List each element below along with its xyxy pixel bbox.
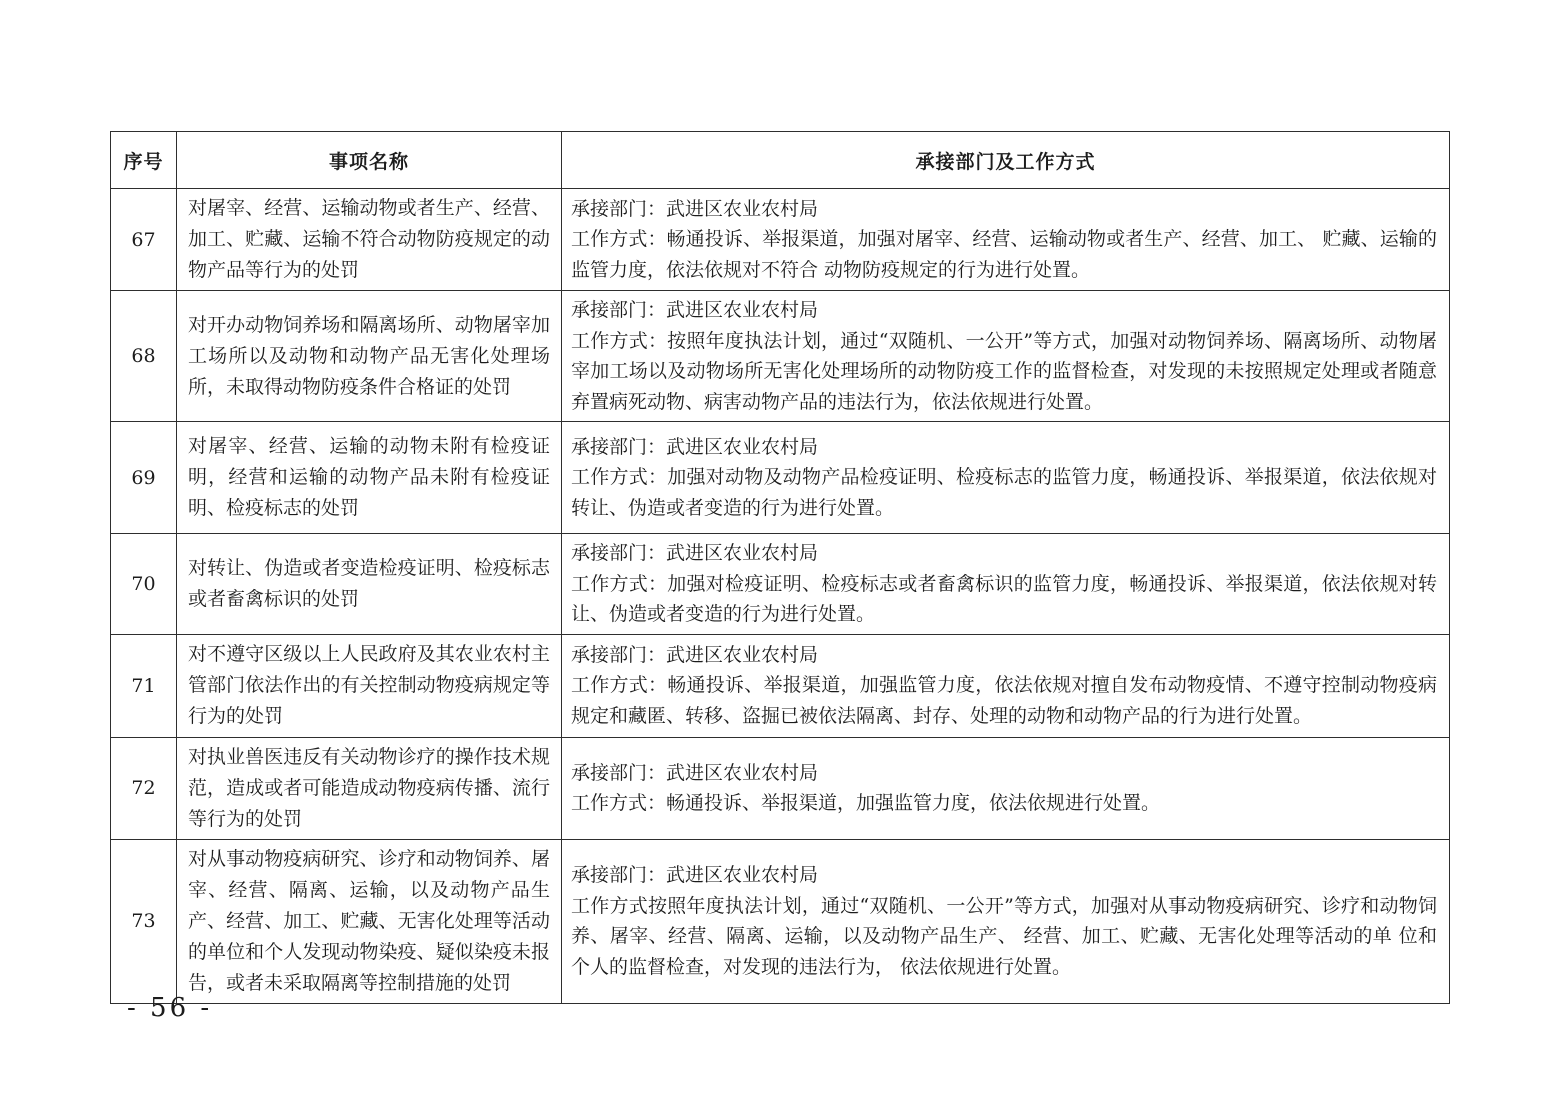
row-department-method [562,634,1450,737]
row-item-name: 对屠宰、经营、运输动物或者生产、经营、加工、贮藏、运输不符合动物防疫规定的动物产品等行为的处罚 [177,189,562,291]
method-line: 工作方式：按照年度执法计划，通过“双随机、一公开”等方式，加强对动物饲养场、隔离场所、动物屠宰加工场以及动物场所无害化处理场所的动物防疫工作的监督检查，对发现的未按照规定处理或者随意弃置病死动物、病害动物产品的违法行为，依法依规进行处置。 [571,329,1437,413]
row-serial: 67 [111,189,177,291]
row-item-name: 对开办动物饲养场和隔离场所、动物屠宰加工场所以及动物和动物产品无害化处理场所，未取得动物防疫条件合格证的处罚 [177,291,562,422]
department-line: 承接部门：武进区农业农村局 [571,435,819,458]
department-line: 承接部门：武进区农业农村局 [571,643,819,666]
page-number: - 56 - [127,993,213,1023]
method-line: 工作方式按照年度执法计划，通过“双随机、一公开”等方式，加强对从事动物疫病研究、诊疗和动物饲养、屠宰、经营、隔离、运输，以及动物产品生产、 经营、加工、贮藏、无害化处理等活动的单 位和个人的监督检查，对发现的违法行为， 依法依规进行处置。 [571,894,1437,978]
row-item-name: 对执业兽医违反有关动物诊疗的操作技术规范，造成或者可能造成动物疫病传播、流行等行为的处罚 [177,737,562,839]
method-line: 工作方式：加强对动物及动物产品检疫证明、检疫标志的监管力度，畅通投诉、举报渠道，依法依规对转让、伪造或者变造的行为进行处置。 [571,466,1437,519]
row-department-method [562,291,1450,422]
matters-table [110,131,1450,1004]
table-row [111,634,1450,737]
department-line: 承接部门：武进区农业农村局 [571,299,819,321]
method-line: 工作方式：畅通投诉、举报渠道，加强监管力度，依法依规对擅自发布动物疫情、不遵守控制动物疫病规定和藏匿、转移、盗掘已被依法隔离、封存、处理的动物和动物产品的行为进行处置。 [571,674,1437,727]
table-header-row [111,132,1450,189]
row-serial: 70 [111,534,177,635]
method-line: 工作方式：加强对检疫证明、检疫标志或者畜禽标识的监管力度，畅通投诉、举报渠道，依法依规对转让、伪造或者变造的行为进行处置。 [571,572,1437,625]
method-line: 工作方式：畅通投诉、举报渠道，加强对屠宰、经营、运输动物或者生产、经营、加工、 贮藏、运输的监管力度，依法依规对不符合 动物防疫规定的行为进行处置。 [571,228,1437,281]
row-item-name: 对从事动物疫病研究、诊疗和动物饲养、屠宰、经营、隔离、运输，以及动物产品生产、经营、加工、贮藏、无害化处理等活动的单位和个人发现动物染疫、疑似染疫未报告，或者未采取隔离等控制措施的处罚 [177,839,562,1003]
table-row [111,534,1450,635]
table-row [111,291,1450,422]
department-line: 承接部门：武进区农业农村局 [571,197,819,220]
row-department-method [562,737,1450,839]
row-serial: 73 [111,839,177,1003]
row-department-method [562,839,1450,1003]
header-item-name: 事项名称 [177,132,562,189]
row-department-method [562,189,1450,291]
header-department-method: 承接部门及工作方式 [562,132,1450,189]
row-department-method [562,422,1450,534]
table-row [111,737,1450,839]
table-row [111,189,1450,291]
department-line: 承接部门：武进区农业农村局 [571,761,819,784]
table-row [111,422,1450,534]
row-serial: 72 [111,737,177,839]
department-line: 承接部门：武进区农业农村局 [571,864,819,886]
row-item-name: 对不遵守区级以上人民政府及其农业农村主管部门依法作出的有关控制动物疫病规定等行为的处罚 [177,634,562,737]
department-line: 承接部门：武进区农业农村局 [571,542,819,564]
row-item-name: 对屠宰、经营、运输的动物未附有检疫证明，经营和运输的动物产品未附有检疫证明、检疫标志的处罚 [177,422,562,534]
header-serial-number: 序号 [111,132,177,189]
row-serial: 69 [111,422,177,534]
row-serial: 71 [111,634,177,737]
row-item-name: 对转让、伪造或者变造检疫证明、检疫标志或者畜禽标识的处罚 [177,534,562,635]
row-serial: 68 [111,291,177,422]
method-line: 工作方式：畅通投诉、举报渠道，加强监管力度，依法依规进行处置。 [571,792,1161,814]
table-row [111,839,1450,1003]
row-department-method [562,534,1450,635]
